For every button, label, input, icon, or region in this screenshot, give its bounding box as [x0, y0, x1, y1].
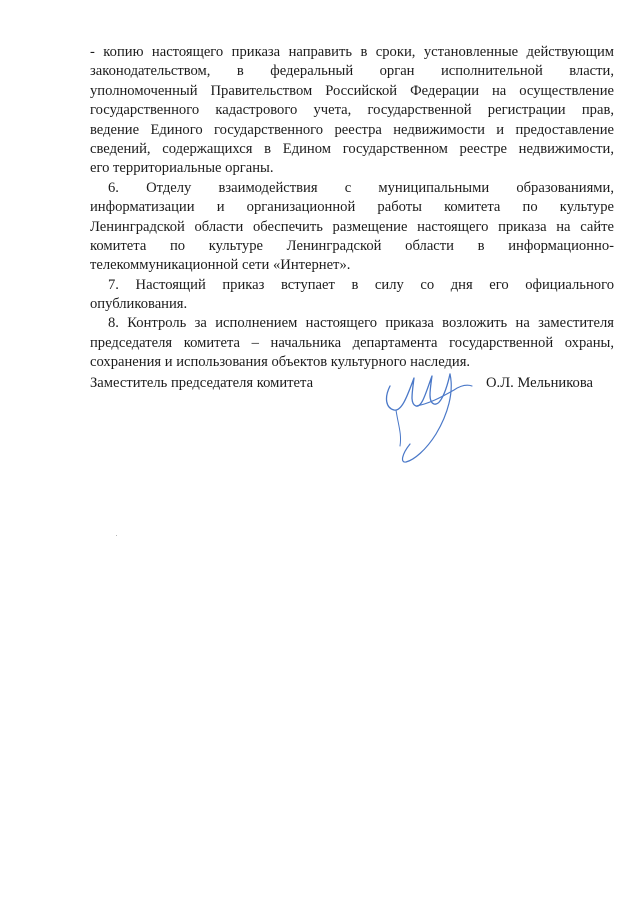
body-line: его территориальные органы. [90, 160, 274, 177]
body-line: государственного кадастрового учета, государственной регистрации прав, [90, 102, 614, 119]
item-7-line: 7. Настоящий приказ вступает в силу со дня его официального [108, 276, 614, 293]
item-8-line: сохранения и использования объектов культурного наследия. [90, 354, 471, 371]
scan-speck [116, 535, 117, 536]
signatory-name: О.Л. Мельникова [486, 375, 594, 391]
document-body [90, 43, 614, 373]
body-line: законодательством, в федеральный орган исполнительной власти, [90, 63, 614, 80]
body-line: сведений, содержащихся в Едином государственном реестре недвижимости, [90, 140, 614, 157]
item-7-line: опубликования. [90, 296, 188, 313]
signatory-title: Заместитель председателя комитета [90, 375, 314, 391]
item-6-line: комитета по культуре Ленинградской области в информационно- [90, 237, 614, 254]
item-6-line: 6. Отделу взаимодействия с муниципальными образованиями, [108, 179, 614, 196]
signature-block [90, 374, 614, 396]
item-8-line: 8. Контроль за исполнением настоящего приказа возложить на заместителя [108, 315, 614, 332]
body-line: - копию настоящего приказа направить в сроки, установленные действующим [90, 44, 614, 60]
body-line: ведение Единого государственного реестра недвижимости и предоставление [90, 121, 614, 138]
body-line: уполномоченный Правительством Российской Федерации на осуществление [90, 82, 614, 99]
handwritten-signature [376, 364, 480, 466]
item-6-line: информатизации и организационной работы комитета по культуре [90, 199, 614, 216]
item-6-line: Ленинградской области обеспечить размещение настоящего приказа на сайте [90, 218, 614, 235]
item-8-line: председателя комитета – начальника департамента государственной охраны, [90, 334, 614, 351]
item-6-line: телекоммуникационной сети «Интернет». [90, 257, 351, 274]
